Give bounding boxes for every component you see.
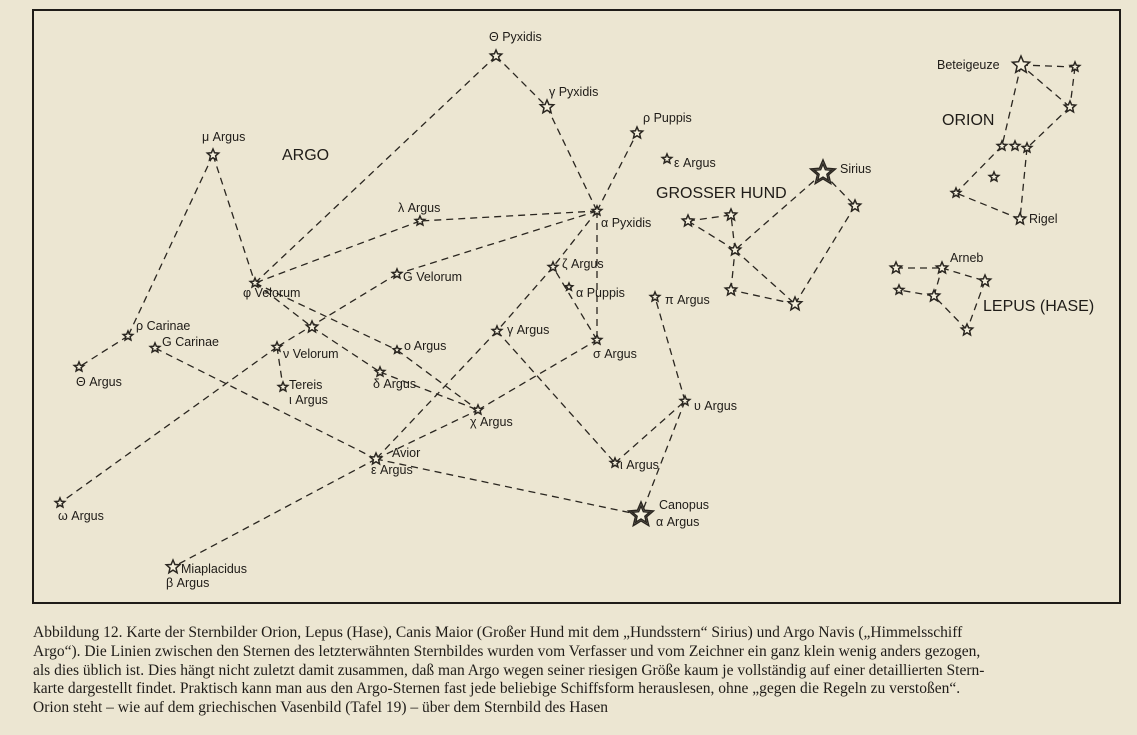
constellation-line xyxy=(547,107,597,211)
caption-line: Argo“). Die Linien zwischen den Sternen des letzterwähnten Sternbildes wurden vom Verfasser und vom Zeichner ein ganz klein wenig anders gezogen, xyxy=(33,642,981,660)
label-alpha-pyxidis: α Pyxidis xyxy=(601,216,652,230)
star-icon-rho-puppis xyxy=(631,127,642,138)
label-mu-argus: μ Argus xyxy=(202,130,246,144)
constellation-line xyxy=(255,56,496,283)
constellation-line xyxy=(1002,65,1021,146)
label-grosser-hund: GROSSER HUND xyxy=(656,185,787,202)
constellation-line xyxy=(376,459,641,515)
star-icon-beteigeuze xyxy=(1012,56,1029,72)
label-tereis: Tereis xyxy=(289,378,323,392)
star-icon-lep-5 xyxy=(979,275,990,286)
constellation-line xyxy=(688,221,735,250)
constellation-line xyxy=(735,250,795,304)
label-argo: ARGO xyxy=(282,147,330,164)
label-rigel: Rigel xyxy=(1029,212,1058,226)
star-icon-pi-argus xyxy=(650,292,660,301)
label-g-velorum: G Velorum xyxy=(403,270,463,284)
star-icon-g-carinae xyxy=(150,343,160,352)
constellation-line xyxy=(956,193,1020,219)
figure-caption xyxy=(33,624,1125,718)
constellation-line xyxy=(60,347,277,503)
constellation-line xyxy=(795,206,855,304)
constellation-line xyxy=(688,215,731,221)
label-sirius: Sirius xyxy=(840,162,872,176)
constellation-line xyxy=(128,155,213,336)
star-icon-chi-argus xyxy=(473,405,483,414)
label-lambda-argus: λ Argus xyxy=(398,201,441,215)
label-theta-argus: Θ Argus xyxy=(76,375,122,389)
label-rho-puppis: ρ Puppis xyxy=(643,111,692,125)
caption-line: Abbildung 12. Karte der Sternbilder Orion, Lepus (Hase), Canis Maior (Großer Hund mit dem „Hundsstern“ Sirius) und Argo Navis („Himmelsschiff xyxy=(33,624,963,641)
star-icon-tereis xyxy=(278,382,288,391)
constellation-line xyxy=(1020,148,1027,219)
star-icon-alpha-puppis xyxy=(565,283,573,290)
label-alpha-argus: α Argus xyxy=(656,515,700,529)
label-gamma-argus: γ Argus xyxy=(507,323,550,337)
star-icon-lep-2 xyxy=(890,262,901,273)
constellation-line xyxy=(615,401,685,463)
label-zeta-argus: ζ Argus xyxy=(562,257,604,271)
label-beteigeuze: Beteigeuze xyxy=(937,58,1000,72)
constellation-line xyxy=(934,296,967,330)
constellation-line xyxy=(597,133,637,211)
label-pi-argus: π Argus xyxy=(665,293,710,307)
constellation-line xyxy=(1027,107,1070,148)
star-icon-lep-3 xyxy=(894,285,904,294)
constellation-line xyxy=(731,290,795,304)
star-icon-theta-argus xyxy=(74,362,84,371)
label-epsilon-argus: ε Argus xyxy=(371,463,413,477)
star-icon-ori-7 xyxy=(989,172,999,181)
label-iota-argus: ι Argus xyxy=(620,458,659,472)
label-upsilon-argus: υ Argus xyxy=(694,399,737,413)
label-o-argus: o Argus xyxy=(404,339,447,353)
caption-line: als dies üblich ist. Dies hängt nicht zuletzt damit zusammen, daß man Argo wegen seiner riesigen Größe kaum je vollständig auf einer detaillierten Stern- xyxy=(33,661,985,679)
star-icon-mu-argus xyxy=(207,149,218,160)
constellation-line xyxy=(553,267,597,340)
star-icon-arneb xyxy=(936,262,947,273)
constellation-line xyxy=(956,146,1002,193)
label-nu-velorum: ν Velorum xyxy=(283,347,339,361)
star-icon-cma-5 xyxy=(725,284,736,295)
constellation-line xyxy=(173,459,376,567)
star-icon-epsilon-argus-ne xyxy=(662,154,672,163)
label-epsilon-argus-ne: ε Argus xyxy=(674,156,716,170)
label-sigma-argus: σ Argus xyxy=(593,347,637,361)
star-icon-miaplacidus xyxy=(166,560,179,573)
caption-line: Orion steht – wie auf dem griechischen Vasenbild (Tafel 19) – über dem Sternbild des Hasen xyxy=(33,699,608,717)
label-delta-argus: δ Argus xyxy=(373,377,417,391)
label-rho-carinae: ρ Carinae xyxy=(136,319,191,333)
stars xyxy=(55,50,1080,573)
label-miaplacidus: Miaplacidus xyxy=(181,562,248,576)
constellation-line xyxy=(1021,65,1070,107)
label-iota-argus-sm: ι Argus xyxy=(289,393,328,407)
label-beta-argus: β Argus xyxy=(166,576,210,590)
label-avior: Avior xyxy=(392,446,421,460)
star-icon-ori-5 xyxy=(1010,141,1020,150)
constellation-line xyxy=(497,267,553,331)
label-phi-velorum: φ Velorum xyxy=(243,286,301,300)
constellation-line xyxy=(155,348,376,459)
label-chi-argus: χ Argus xyxy=(470,415,513,429)
star-icon-omega-argus xyxy=(55,498,65,507)
label-omega-argus: ω Argus xyxy=(58,509,104,523)
label-lepus: LEPUS (HASE) xyxy=(983,298,1095,315)
constellation-line xyxy=(213,155,255,283)
constellation-line xyxy=(496,56,547,107)
star-icon-ori-2 xyxy=(1070,62,1080,71)
star-icon-alpha-pyxidis xyxy=(592,206,602,215)
constellation-line xyxy=(655,297,685,401)
label-arneb: Arneb xyxy=(950,251,984,265)
label-g-carinae: G Carinae xyxy=(162,335,219,349)
star-icon-cma-2 xyxy=(682,215,693,226)
star-icon-cma-3 xyxy=(725,209,736,220)
constellation-line xyxy=(1021,65,1075,67)
caption-line: karte dargestellt findet. Praktisch kann man aus den Argo-Sternen fast jede beliebige Schiffsform herauslesen, ohne „gegen die Regeln zu verstoßen“. xyxy=(33,680,961,698)
constellation-line xyxy=(277,274,397,347)
constellation-line xyxy=(79,336,128,367)
label-gamma-pyxidis: γ Pyxidis xyxy=(549,85,599,99)
label-alpha-puppis: α Puppis xyxy=(576,286,625,300)
star-icon-lambda-argus xyxy=(415,216,425,225)
label-canopus: Canopus xyxy=(659,498,710,512)
constellation-line xyxy=(478,340,597,410)
star-icon-o-argus xyxy=(393,346,401,353)
label-orion: ORION xyxy=(942,112,995,129)
star-icon-rigel xyxy=(1014,213,1025,224)
star-icon-delta-argus xyxy=(375,367,385,376)
label-theta-pyxidis: Θ Pyxidis xyxy=(489,30,542,44)
